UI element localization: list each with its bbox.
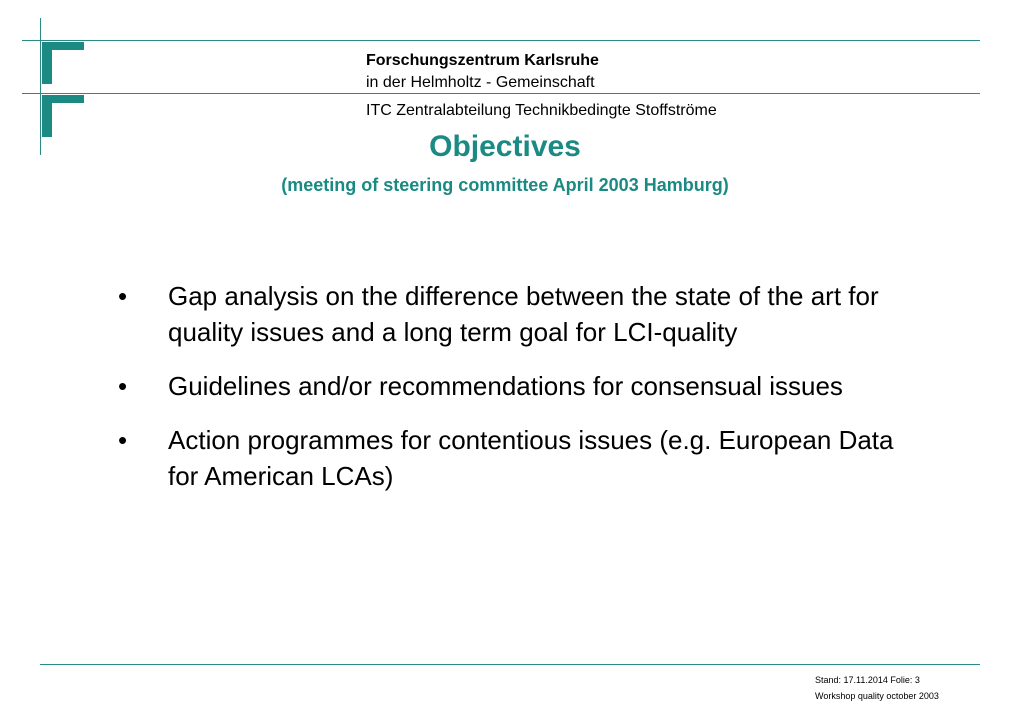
bullet-item bbox=[118, 278, 918, 350]
bullet-dot: • bbox=[118, 371, 128, 401]
footer-date-slide: Stand: 17.11.2014 Folie: 3 bbox=[815, 675, 920, 685]
logo-lower-arm bbox=[42, 95, 84, 103]
logo-upper-arm bbox=[42, 42, 84, 50]
org-subtitle: in der Helmholtz - Gemeinschaft bbox=[366, 74, 595, 91]
bullet-text: Guidelines and/or recommendations for consensual issues bbox=[168, 371, 843, 401]
bullet-text: Action programmes for contentious issues (e.g. European Data for American LCAs) bbox=[168, 425, 894, 491]
header-rule-top bbox=[22, 40, 980, 41]
department-name: ITC Zentralabteilung Technikbedingte Stoffströme bbox=[366, 102, 717, 119]
bullet-text: Gap analysis on the difference between the state of the art for quality issues and a long term goal for LCI-quality bbox=[168, 281, 879, 347]
bullet-dot: • bbox=[118, 281, 128, 311]
bullet-item bbox=[118, 422, 918, 494]
bullet-list bbox=[118, 278, 918, 512]
org-name: Forschungszentrum Karlsruhe bbox=[366, 52, 599, 69]
slide-title: Objectives bbox=[429, 130, 581, 163]
bullet-item bbox=[118, 368, 918, 404]
footer-rule bbox=[40, 664, 980, 665]
slide-subtitle: (meeting of steering committee April 2003 Hamburg) bbox=[281, 175, 729, 195]
bullet-dot: • bbox=[118, 425, 128, 455]
header-block bbox=[366, 50, 717, 122]
footer-event: Workshop quality october 2003 bbox=[815, 691, 939, 701]
footer-block bbox=[815, 674, 939, 702]
